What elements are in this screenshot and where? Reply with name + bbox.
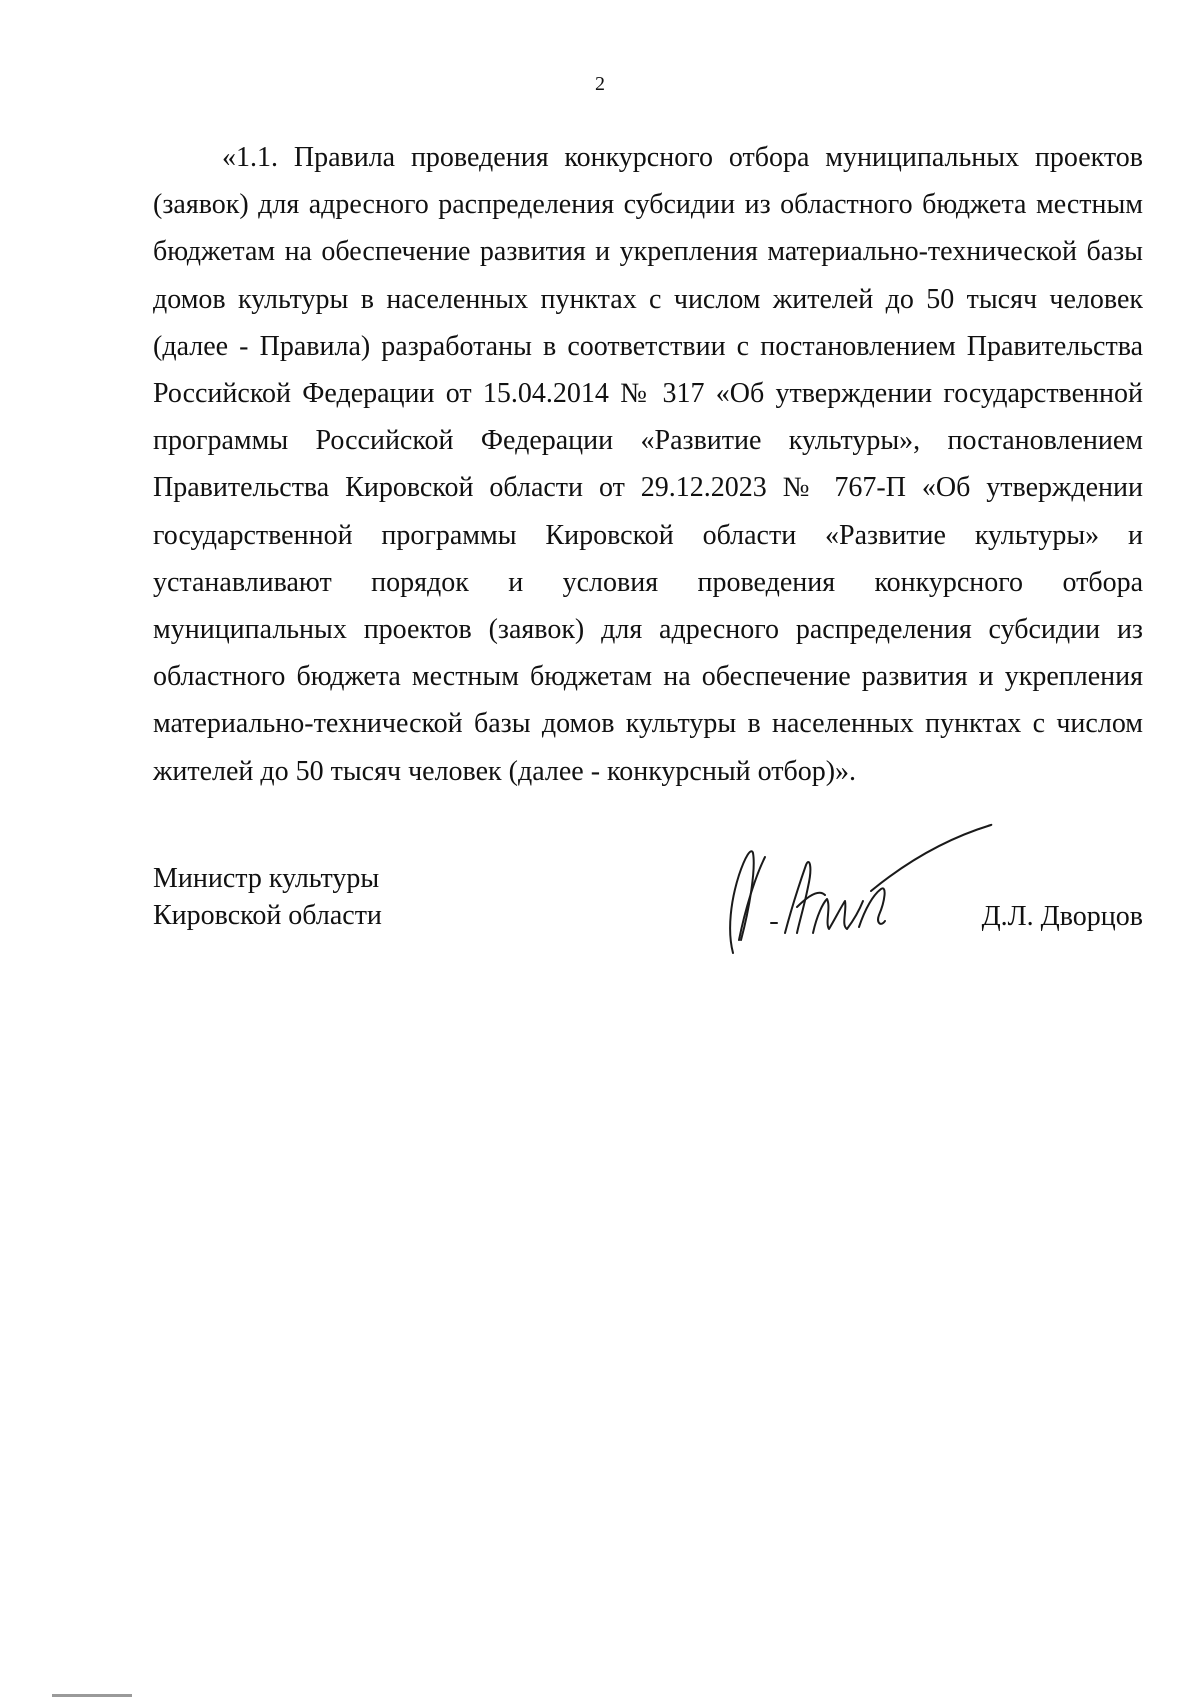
- body-paragraph: «1.1. Правила проведения конкурсного отбора муниципальных проектов (заявок) для адресного распределения субсидии из областного бюджета местным бюджетам на обеспечение развития и укрепления материально-технической базы домов культуры в населенных пунктах с числом жителей до 50 тысяч человек (далее - Правила) разработаны в соответствии с постановлением Правительства Российской Федерации от 15.04.2014 № 317 «Об утверждении государственной программы Российской Федерации «Развитие культуры», постановлением Правительства Кировской области от 29.12.2023 № 767-П «Об утверждении государственной программы Кировской области «Развитие культуры» и устанавливают порядок и условия проведения конкурсного отбора муниципальных проектов (заявок) для адресного распределения субсидии из областного бюджета местным бюджетам на обеспечение развития и укрепления материально-технической базы домов культуры в населенных пунктах с числом жителей до 50 тысяч человек (далее - конкурсный отбор)».: [153, 142, 1143, 787]
- handwritten-signature: [673, 815, 1003, 965]
- position-title: [153, 860, 382, 934]
- signature-block: [153, 860, 1143, 980]
- scan-edge-mark: [52, 1694, 132, 1697]
- position-title-line-2: Кировской области: [153, 900, 382, 931]
- page-number: 2: [595, 73, 605, 95]
- signer-name: Д.Л. Дворцов: [981, 901, 1143, 932]
- position-title-line-1: Министр культуры: [153, 863, 380, 894]
